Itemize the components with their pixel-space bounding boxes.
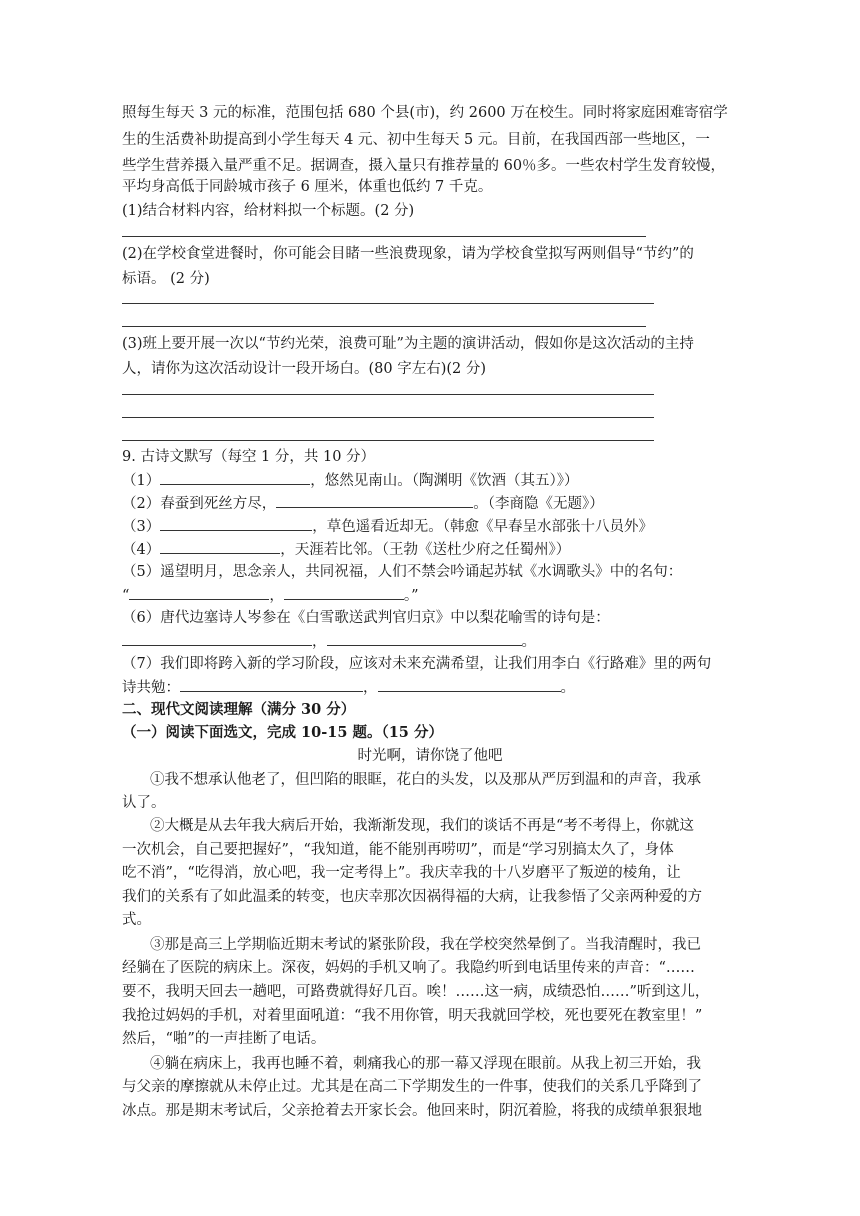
q9-item-2	[122, 492, 604, 515]
q9-item-6-blank-1[interactable]	[122, 630, 312, 646]
q9-item-5-close: 。”	[403, 588, 419, 604]
passage-line: 与父亲的摩擦就从未停止过。尤其是在高二下学期发生的一件事，使我们的关系几乎降到了	[122, 1079, 702, 1095]
q9-item-6-blank-2[interactable]	[327, 630, 522, 646]
q8-part3-answer-line-1[interactable]	[122, 394, 654, 395]
q9-item-7-prefix: 诗共勉：	[122, 680, 180, 696]
passage-line: 冰点。那是期末考试后，父亲抢着去开家长会。他回来时，阴沉着脸，将我的成绩单狠狠地	[122, 1103, 702, 1119]
material-line-2: 生的生活费补助提高到小学生每天 4 元、初中生每天 5 元。目前，在我国西部一些地区，一	[122, 132, 710, 148]
q9-item-1-blank[interactable]	[160, 469, 310, 485]
q8-part3-line2: 人，请你为这次活动设计一段开场白。(80 字左右)(2 分)	[122, 361, 487, 377]
q9-item-7-line2	[122, 676, 575, 699]
q9-item-3-blank[interactable]	[160, 515, 312, 531]
q9-item-1	[122, 469, 578, 492]
q8-part3-answer-line-3[interactable]	[122, 440, 654, 441]
q9-item-5-open-quote: “	[122, 588, 130, 604]
q9-item-6-line2	[122, 630, 536, 653]
q8-part1: (1)结合材料内容，给材料拟一个标题。(2 分)	[122, 203, 415, 219]
passage-line: 一次机会，自己要把握好”，“我知道，能不能别再唠叨”，而是“学习别搞太久了，身体	[122, 842, 674, 858]
q8-part2-line2: 标语。 (2 分)	[122, 271, 210, 287]
q9-item-4-number: （4）	[122, 542, 161, 558]
q9-item-7-blank-2[interactable]	[378, 676, 561, 692]
q9-item-5-line1: （5）遥望明月，思念亲人，共同祝福，人们不禁会吟诵起苏轼《水调歌头》中的名句：	[122, 564, 683, 580]
section-2-heading: 二、现代文阅读理解（满分 30 分）	[122, 701, 356, 718]
q9-item-1-number: （1）	[122, 473, 161, 489]
passage-line: ④躺在病床上，我再也睡不着，刺痛我心的那一幕又浮现在眼前。从我上初三开始，我	[150, 1056, 701, 1072]
q9-item-6-comma: ，	[312, 634, 327, 650]
q9-item-5-blank-2[interactable]	[284, 584, 404, 600]
q9-item-4	[122, 538, 570, 561]
q9-item-5-blank-1[interactable]	[129, 584, 269, 600]
section-2-subheading: （一）阅读下面选文，完成 10-15 题。（15 分）	[122, 724, 443, 741]
passage-line: 我们的关系有了如此温柔的转变，也庆幸那次因祸得福的大病，让我参悟了父亲两种爱的方	[122, 889, 702, 905]
material-line-1: 照每生每天 3 元的标准，范围包括 680 个县(市)，约 2600 万在校生。同时将家庭困难寄宿学	[122, 105, 728, 121]
passage-line: 经躺在了医院的病床上。深夜，妈妈的手机又响了。我隐约听到电话里传来的声音：“……	[122, 960, 695, 976]
q9-item-1-text: ，悠然见南山。（陶渊明《饮酒（其五）》）	[310, 473, 579, 489]
q8-part2-answer-line-1[interactable]	[122, 303, 654, 304]
q9-item-5-line2	[122, 584, 419, 607]
q9-item-7-blank-1[interactable]	[180, 676, 363, 692]
q9-item-3-number: （3）	[122, 519, 161, 535]
q9-item-2-blank[interactable]	[276, 492, 473, 508]
q8-part2-line1: (2)在学校食堂进餐时，你可能会目睹一些浪费现象，请为学校食堂拟写两则倡导“节约”的	[122, 246, 694, 262]
q9-item-7-line1: （7）我们即将跨入新的学习阶段，应该对未来充满希望，让我们用李白《行路难》里的两句	[122, 656, 712, 672]
q9-title: 9. 古诗文默写（每空 1 分，共 10 分）	[122, 449, 376, 465]
q9-item-2-text-a: （2）春蚕到死丝方尽，	[122, 496, 277, 512]
passage-line: 要不，我明天回去一趟吧，可路费就得好几百。唉！……这一病，成绩恐怕……”听到这儿，	[122, 984, 710, 1000]
passage-line: 式。	[122, 912, 151, 928]
q9-item-5-comma: ，	[269, 588, 284, 604]
q9-item-4-blank[interactable]	[160, 538, 280, 554]
passage-line: 然后，“啪”的一声挂断了电话。	[122, 1031, 326, 1047]
q8-part3-line1: (3)班上要开展一次以“节约光荣，浪费可耻”为主题的演讲活动，假如你是这次活动的主持	[122, 336, 694, 352]
q9-item-6-end: 。	[521, 634, 536, 650]
q8-part2-answer-line-2[interactable]	[122, 326, 646, 327]
material-line-4: 平均身高低于同龄城市孩子 6 厘米，体重也低约 7 千克。	[122, 179, 493, 195]
q9-item-7-end: 。	[560, 680, 575, 696]
q9-item-3-text: ，草色遥看近却无。（韩愈《早春呈水部张十八员外》	[312, 519, 653, 535]
passage-line: 认了。	[122, 795, 166, 811]
material-line-3: 些学生营养摄入量严重不足。据调查，摄入量只有推荐量的 60％多。一些农村学生发育较慢，	[122, 158, 726, 174]
passage-line: 我抢过妈妈的手机，对着里面吼道：“我不用你管，明天我就回学校，死也要死在教室里！”	[122, 1008, 703, 1024]
passage-line: ③那是高三上学期临近期末考试的紧张阶段，我在学校突然晕倒了。当我清醒时，我已	[150, 937, 701, 953]
q9-item-3	[122, 515, 653, 538]
passage-line: ①我不想承认他老了，但凹陷的眼眶，花白的头发，以及那从严厉到温和的声音，我承	[150, 772, 701, 788]
q9-item-7-comma: ，	[363, 680, 378, 696]
q9-item-2-text-b: 。（李商隐《无题》）	[473, 496, 604, 512]
q9-item-6-line1: （6）唐代边塞诗人岑参在《白雪歌送武判官归京》中以梨花喻雪的诗句是：	[122, 610, 610, 626]
passage-title: 时光啊，请你饶了他吧	[357, 748, 503, 764]
passage-line: ②大概是从去年我大病后开始，我渐渐发现，我们的谈话不再是“考不考得上，你就这	[150, 818, 694, 834]
passage-line: 吃不消”，“吃得消，放心吧，我一定考得上”。我庆幸我的十八岁磨平了叛逆的棱角，让	[122, 865, 681, 881]
q9-item-4-text: ，天涯若比邻。（王勃《送杜少府之任蜀州》）	[280, 542, 571, 558]
q8-part1-answer-line[interactable]	[122, 236, 646, 237]
q8-part3-answer-line-2[interactable]	[122, 417, 654, 418]
